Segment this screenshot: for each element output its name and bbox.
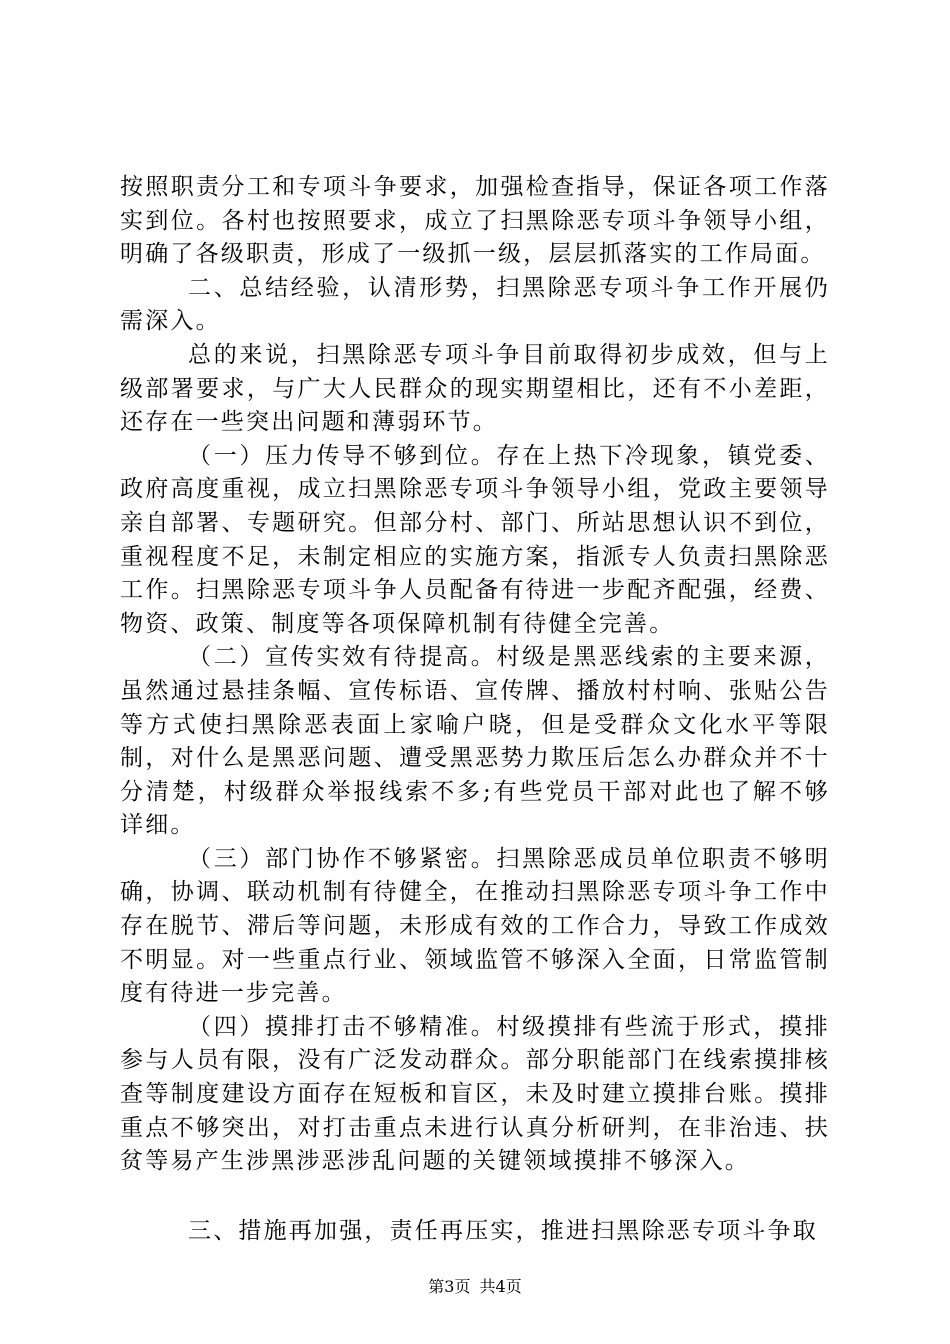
paragraph-item-4: （四）摸排打击不够精准。村级摸排有些流于形式，摸排参与人员有限，没有广泛发动群众。部分职能部门在线索摸排核查等制度建设方面存在短板和盲区，未及时建立摸排台账。摸排重点不够突出，对打击重点未进行认真分析研判，在非治违、扶贫等易产生涉黑涉恶涉乱问题的关键领域摸排不够深入。: [120, 1013, 830, 1175]
paragraph-summary: 总的来说，扫黑除恶专项斗争目前取得初步成效，但与上级部署要求，与广大人民群众的现实期望相比，还有不小差距，还存在一些突出问题和薄弱环节。: [120, 341, 830, 436]
section-heading-2: 二、总结经验，认清形势，扫黑除恶专项斗争工作开展仍需深入。: [120, 274, 830, 335]
paragraph-item-2: （二）宣传实效有待提高。村级是黑恶线索的主要来源，虽然通过悬挂条幅、宣传标语、宣传牌、播放村村响、张贴公告等方式使扫黑除恶表面上家喻户晓，但是受群众文化水平等限制，对什么是黑恶问题、遭受黑恶势力欺压后怎么办群众并不十分清楚，村级群众举报线索不多;有些党员干部对此也了解不够详细。: [120, 644, 830, 839]
paragraph-continuation: 按照职责分工和专项斗争要求，加强检查指导，保证各项工作落实到位。各村也按照要求，成立了扫黑除恶专项斗争领导小组，明确了各级职责，形成了一级抓一级，层层抓落实的工作局面。: [120, 174, 830, 268]
section-heading-3: 三、措施再加强，责任再压实，推进扫黑除恶专项斗争取: [188, 1217, 818, 1244]
page-total: 共4页: [479, 1277, 522, 1296]
page-number: 第3页: [428, 1277, 471, 1296]
page-footer: [0, 1277, 950, 1297]
paragraph-item-3: （三）部门协作不够紧密。扫黑除恶成员单位职责不够明确，协调、联动机制有待健全，在推动扫黑除恶专项斗争工作中存在脱节、滞后等问题，未形成有效的工作合力，导致工作成效不明显。对一些重点行业、领域监管不够深入全面，日常监管制度有待进一步完善。: [120, 845, 830, 1007]
document-body: [120, 171, 830, 1248]
paragraph-gap: [120, 1179, 830, 1215]
paragraph-item-1: （一）压力传导不够到位。存在上热下冷现象，镇党委、政府高度重视，成立扫黑除恶专项斗争领导小组，党政主要领导亲自部署、专题研究。但部分村、部门、所站思想认识不到位，重视程度不足，未制定相应的实施方案，指派专人负责扫黑除恶工作。扫黑除恶专项斗争人员配备有待进一步配齐配强，经费、物资、政策、制度等各项保障机制有待健全完善。: [120, 442, 830, 637]
